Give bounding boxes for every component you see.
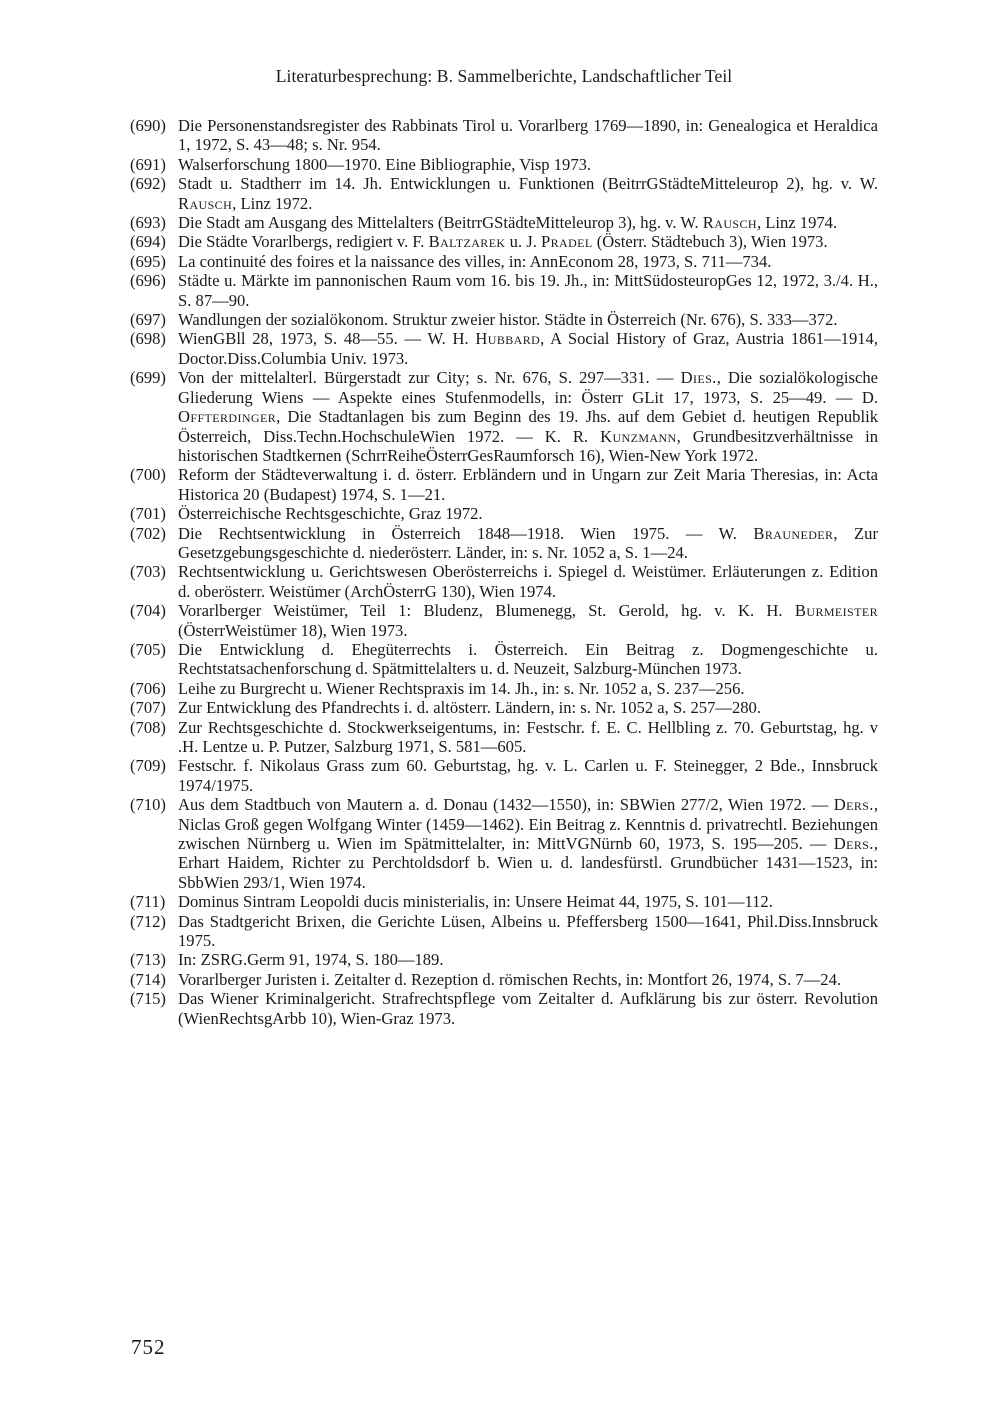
bibliography-entry xyxy=(130,504,878,523)
entry-number: (702) xyxy=(130,523,166,543)
entry-number: (711) xyxy=(130,892,166,912)
entry-number: (715) xyxy=(130,989,166,1009)
bibliography-entry xyxy=(130,252,878,271)
entry-number: (698) xyxy=(130,329,166,349)
entry-number: (704) xyxy=(130,601,166,621)
entry-text-segment: , Linz 1972. xyxy=(232,193,313,213)
entry-text xyxy=(178,989,878,1028)
entry-number: (699) xyxy=(130,368,166,388)
entry-text xyxy=(178,679,878,698)
bibliography-entry xyxy=(130,524,878,563)
entry-number: (701) xyxy=(130,504,166,524)
bibliography-entry xyxy=(130,174,878,213)
entry-text-segment: , A Social History of Graz, Austria 1861—1914, Doctor.Diss.Columbia Univ. 1973. xyxy=(178,329,879,368)
entry-number: (697) xyxy=(130,310,166,330)
entry-text-segment: Zur Entwicklung des Pfandrechts i. d. altösterr. Ländern, in: s. Nr. 1052 a, S. 257—280. xyxy=(178,698,761,718)
bibliography-entry xyxy=(130,989,878,1028)
bibliography-entry xyxy=(130,892,878,911)
entry-text-segment: Reform der Städteverwaltung i. d. österr. Erbländern und in Ungarn zur Zeit Maria Theresias, in: Acta Historica 20 (Budapest) 1974, S. 1—21. xyxy=(178,465,878,504)
entry-text-segment: Das Stadtgericht Brixen, die Gerichte Lüsen, Albeins u. Pfeffersberg 1500—1641, Phil.Diss.Innsbruck 1975. xyxy=(178,911,878,951)
author-name: Hubbard xyxy=(475,329,541,349)
bibliography-entry xyxy=(130,950,878,969)
entry-number: (714) xyxy=(130,969,166,989)
bibliography-entry xyxy=(130,698,878,717)
entry-text-segment: (ÖsterrWeistümer 18), Wien 1973. xyxy=(178,620,408,640)
entry-text xyxy=(178,368,878,465)
entry-text-segment: Wandlungen der sozialökonom. Struktur zweier histor. Städte in Österreich (Nr. 676), S. 333—372. xyxy=(178,310,838,330)
entry-text-segment: Zur Rechtsgeschichte d. Stockwerkseigentums, in: Festschr. f. E. C. Hellbling z. 70. Geburtstag, hg. v .H. Lentze u. P. Putzer, Salzburg 1971, S. 581—605. xyxy=(178,717,878,756)
bibliography-entry xyxy=(130,912,878,951)
bibliography-entry xyxy=(130,329,878,368)
entry-text-segment: Die Rechtsentwicklung in Österreich 1848—1918. Wien 1975. — W. xyxy=(178,523,754,543)
author-name: Rausch xyxy=(702,213,757,233)
entry-text xyxy=(178,562,878,601)
entry-text-segment: Die Stadt am Ausgang des Mittelalters (BeitrrGStädteMitteleurop 3), hg. v. W. xyxy=(178,213,703,233)
author-name: Burmeister xyxy=(794,601,878,621)
entry-text xyxy=(178,795,878,892)
entry-number: (690) xyxy=(130,116,166,135)
entry-text-segment: Aus dem Stadtbuch von Mautern a. d. Donau (1432—1550), in: SBWien 277/2, Wien 1972. — xyxy=(178,795,834,815)
entry-text-segment: Die Personenstandsregister des Rabbinats Tirol u. Vorarlberg 1769—1890, in: Genealogica et Heraldica 1, 1972, S. 43—48; s. Nr. 954. xyxy=(178,116,878,155)
entry-text-segment: , Erhart Haidem, Richter zu Perchtoldsdorf b. Wien u. d. landesfürstl. Grundbücher 1431—1523, in: SbbWien 293/1, Wien 1974. xyxy=(178,834,878,892)
author-name: Brauneder xyxy=(753,523,834,543)
entry-number: (708) xyxy=(130,717,166,737)
entry-text-segment: , Grundbesitzverhältnisse in historischen Stadtkernen (SchrrReiheÖsterrGesRaumforsch 16), Wien-New York 1972. xyxy=(178,426,878,465)
entry-text xyxy=(178,912,878,951)
bibliography-entry xyxy=(130,640,878,679)
entry-text-segment: , Die Stadtanlagen bis zum Beginn des 19. Jhs. auf dem Gebiet d. heutigen Republik Österreich, Diss.Techn.HochschuleWien 1972. — K. R. xyxy=(178,407,878,446)
bibliography-entry xyxy=(130,213,878,232)
entry-text-segment: , Die sozialökologische Gliederung Wiens — Aspekte eines Stufenmodells, in: Österr GLit 17, 1973, S. 25—49. — D. xyxy=(178,368,878,407)
entry-number: (709) xyxy=(130,756,166,776)
entry-text xyxy=(178,640,878,679)
author-name: Dies. xyxy=(680,368,717,388)
entry-text-segment: Von der mittelalterl. Bürgerstadt zur City; s. Nr. 676, S. 297—331. — xyxy=(178,368,681,388)
bibliography-entry xyxy=(130,465,878,504)
entry-text xyxy=(178,213,878,232)
running-header: Literaturbesprechung: B. Sammelberichte, Landschaftlicher Teil xyxy=(275,66,733,86)
entry-text-segment: , Linz 1974. xyxy=(756,213,838,233)
bibliography-entry xyxy=(130,795,878,892)
entry-text xyxy=(178,504,878,523)
entry-text-segment: Städte u. Märkte im pannonischen Raum vom 16. bis 19. Jh., in: MittSüdosteuropGes 12, 1972, 3./4. H., S. 87—90. xyxy=(178,271,878,310)
entry-number: (710) xyxy=(130,795,166,815)
entry-text-segment: Das Wiener Kriminalgericht. Strafrechtspflege vom Zeitalter d. Aufklärung bis zur österr. Revolution (WienRechtsgArbb 10), Wien-Graz 1973. xyxy=(178,989,878,1028)
bibliography-entry xyxy=(130,756,878,795)
entry-number: (700) xyxy=(130,465,166,485)
entry-text xyxy=(178,232,878,251)
entry-text-segment: Rechtsentwicklung u. Gerichtswesen Oberösterreichs i. Spiegel d. Weistümer. Erläuterungen z. Edition d. oberösterr. Weistümer (ArchÖsterrG 130), Wien 1974. xyxy=(178,562,878,601)
entry-text xyxy=(178,970,878,989)
entry-text-segment: In: ZSRG.Germ 91, 1974, S. 180—189. xyxy=(178,950,444,970)
entry-text-segment: Stadt u. Stadtherr im 14. Jh. Entwicklungen u. Funktionen (BeitrrGStädteMitteleurop 2), hg. v. W. xyxy=(178,174,878,194)
entry-text-segment: Vorarlberger Juristen i. Zeitalter d. Rezeption d. römischen Rechts, in: Montfort 26, 1974, S. 7—24. xyxy=(178,969,842,989)
bibliography-entry xyxy=(130,116,878,155)
entry-text-segment: Die Städte Vorarlbergs, redigiert v. F. xyxy=(178,232,429,252)
entry-text-segment: Österreichische Rechtsgeschichte, Graz 1972. xyxy=(178,504,483,524)
entry-text xyxy=(178,524,878,563)
entry-number: (705) xyxy=(130,639,166,659)
bibliography-entry xyxy=(130,679,878,698)
entry-text xyxy=(178,116,878,155)
entry-text-segment: , Zur Gesetzgebungsgeschichte d. niederösterr. Länder, in: s. Nr. 1052 a, S. 1—24. xyxy=(178,523,878,562)
bibliography-entry xyxy=(130,310,878,329)
entry-number: (713) xyxy=(130,950,166,970)
entry-text-segment: Festschr. f. Nikolaus Grass zum 60. Geburtstag, hg. v. L. Carlen u. F. Steinegger, 2 Bde., Innsbruck 1974/1975. xyxy=(178,756,878,795)
entry-text-segment: WienGBll 28, 1973, S. 48—55. — W. H. xyxy=(178,329,476,349)
entry-number: (706) xyxy=(130,678,166,698)
bibliography-entry xyxy=(130,718,878,757)
entry-text-segment: Walserforschung 1800—1970. Eine Bibliographie, Visp 1973. xyxy=(178,154,592,174)
entry-number: (712) xyxy=(130,911,166,931)
author-name: Rausch xyxy=(178,193,233,213)
entry-text xyxy=(178,252,878,271)
entry-number: (694) xyxy=(130,232,166,252)
page-number: 752 xyxy=(131,1335,166,1359)
entry-text-segment: Dominus Sintram Leopoldi ducis ministerialis, in: Unsere Heimat 44, 1975, S. 101—112. xyxy=(178,892,773,912)
entry-number: (696) xyxy=(130,271,166,291)
bibliography-entry xyxy=(130,970,878,989)
bibliography-list xyxy=(130,116,878,1028)
entry-number: (692) xyxy=(130,174,166,194)
entry-text xyxy=(178,174,878,213)
entry-text xyxy=(178,950,878,969)
entry-text-segment: Leihe zu Burgrecht u. Wiener Rechtspraxis im 14. Jh., in: s. Nr. 1052 a, S. 237—256. xyxy=(178,678,745,698)
entry-text xyxy=(178,310,878,329)
author-name: Ders. xyxy=(833,795,874,815)
entry-text xyxy=(178,155,878,174)
bibliography-entry xyxy=(130,232,878,251)
entry-text-segment: (Österr. Städtebuch 3), Wien 1973. xyxy=(592,232,828,252)
entry-text-segment: La continuité des foires et la naissance des villes, in: AnnEconom 28, 1973, S. 711—734. xyxy=(178,251,772,271)
author-name: Ders. xyxy=(833,834,874,854)
entry-text xyxy=(178,271,878,310)
entry-text-segment: Vorarlberger Weistümer, Teil 1: Bludenz, Blumenegg, St. Gerold, hg. v. K. H. xyxy=(178,601,795,621)
author-name: Kunzmann xyxy=(600,426,677,446)
bibliography-entry xyxy=(130,271,878,310)
bibliography-entry xyxy=(130,155,878,174)
entry-text xyxy=(178,718,878,757)
entry-text xyxy=(178,756,878,795)
entry-number: (707) xyxy=(130,698,166,718)
entry-text xyxy=(178,465,878,504)
bibliography-entry xyxy=(130,368,878,465)
entry-number: (691) xyxy=(130,154,166,174)
entry-text-segment: u. J. xyxy=(505,232,541,252)
entry-number: (703) xyxy=(130,562,166,582)
author-name: Offterdinger xyxy=(178,407,277,427)
entry-text-segment: Die Entwicklung d. Ehegüterrechts i. Österreich. Ein Beitrag z. Dogmengeschichte u. Rechtstatsachenforschung d. Spätmittelalters u. d. Neuzeit, Salzburg-München 1973. xyxy=(178,639,878,679)
entry-text-segment: , Niclas Groß gegen Wolfgang Winter (1459—1462). Ein Beitrag z. Kenntnis d. privatrechtl. Beziehungen zwischen Nürnberg u. Wien im Spätmittelalter, in: MittVGNürnb 60, 1973, S. 195—205. — xyxy=(178,795,878,854)
author-name: Pradel xyxy=(541,232,593,252)
entry-text xyxy=(178,892,878,911)
bibliography-entry xyxy=(130,562,878,601)
entry-number: (693) xyxy=(130,213,166,233)
entry-text xyxy=(178,698,878,717)
entry-number: (695) xyxy=(130,251,166,271)
author-name: Baltzarek xyxy=(428,232,506,252)
entry-text xyxy=(178,329,878,368)
bibliography-entry xyxy=(130,601,878,640)
entry-text xyxy=(178,601,878,640)
